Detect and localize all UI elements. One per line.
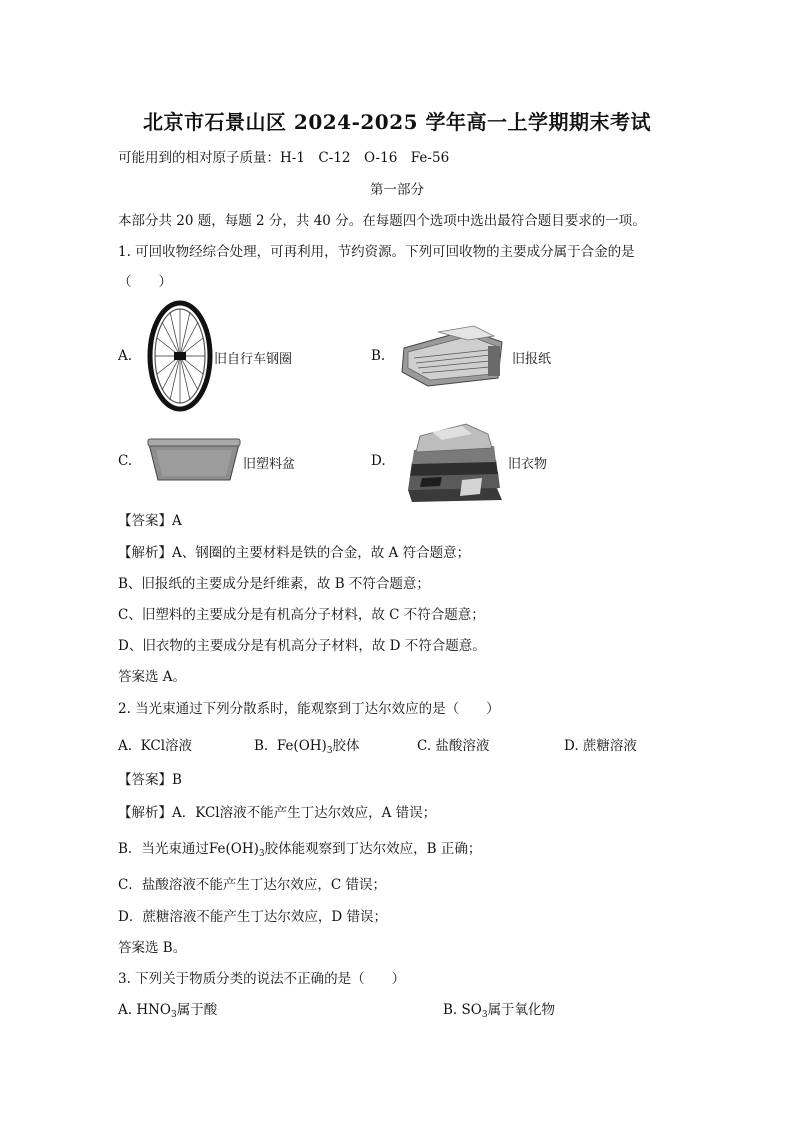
formula: KCl [140,738,166,754]
bicycle-wheel-icon [146,300,214,416]
analysis-line: D、旧衣物的主要成分是有机高分子材料，故 D 不符合题意。 [118,638,486,654]
analysis-prefix: 【解析】A． [118,805,196,821]
analysis-line: B、旧报纸的主要成分是纤维素，故 B 不符合题意； [118,576,430,592]
option-label: 旧衣物 [508,457,548,472]
q3-option-b [443,998,555,1018]
question-2-conclusion: 答案选 B。 [118,940,187,956]
analysis-text: 胶体能观察到丁达尔效应，B 正确； [264,841,482,857]
subscript: 3 [258,849,265,859]
q2-option-a [118,734,192,754]
option-letter: B. [254,738,269,754]
analysis-text: 溶液不能产生丁达尔效应，A 错误； [219,805,437,821]
question-3-stem: 3. 下列关于物质分类的说法不正确的是（ ） [118,971,406,987]
clothes-pile-icon [402,420,506,508]
option-label: 旧塑料盆 [243,457,296,472]
analysis-line: C、旧塑料的主要成分是有机高分子材料，故 C 不符合题意； [118,607,485,623]
question-1-conclusion: 答案选 A。 [118,669,187,685]
option-label: 旧报纸 [512,352,552,367]
part-heading: 第一部分 [370,182,424,198]
option-text: 属于酸 [176,1002,218,1018]
newspaper-icon [398,322,506,392]
plastic-basin-icon [146,436,242,488]
option-letter: C. [118,453,133,469]
option-letter: B. [371,348,386,364]
option-text: 溶液 [165,738,193,754]
option-text: 属于氧化物 [487,1002,556,1018]
formula: Fe(OH) [208,841,259,857]
analysis-line [118,837,481,857]
question-2-answer: 【答案】B [118,772,182,788]
analysis-line: 【解析】A、钢圈的主要材料是铁的合金，故 A 符合题意； [118,545,471,561]
analysis-line [118,801,436,821]
option-letter: D. [371,453,386,469]
option-letter: A. [118,738,133,754]
q2-option-b [254,734,360,754]
option-letter: A. [118,348,133,364]
atomic-masses-line: 可能用到的相对原子质量：H-1 C-12 O-16 Fe-56 [118,150,450,166]
analysis-line: C．盐酸溶液不能产生丁达尔效应，C 错误； [118,877,386,893]
exam-title: 北京市石景山区 2024-2025 学年高一上学期期末考试 [142,110,652,134]
q2-option-d: D. 蔗糖溶液 [564,738,637,754]
question-1-paren: （ ） [118,274,172,290]
formula: Fe(OH) [276,738,327,754]
instructions: 本部分共 20 题，每题 2 分，共 40 分。在每题四个选项中选出最符合题目要求的一项。 [118,213,646,229]
subscript: 3 [326,746,333,756]
formula: B. SO [443,1002,482,1018]
q3-option-a [118,998,217,1018]
q2-option-c: C. 盐酸溶液 [417,738,490,754]
question-1-answer: 【答案】A [118,513,182,529]
question-1-stem: 1. 可回收物经综合处理，可再利用，节约资源。下列可回收物的主要成分属于合金的是 [118,244,635,260]
formula: A. HNO [118,1002,171,1018]
question-2-stem: 2. 当光束通过下列分散系时，能观察到丁达尔效应的是（ ） [118,701,500,717]
option-text: 胶体 [332,738,360,754]
analysis-line: D．蔗糖溶液不能产生丁达尔效应，D 错误； [118,909,387,925]
analysis-prefix: B．当光束通过 [118,841,209,857]
option-label: 旧自行车钢圈 [214,352,293,367]
formula: KCl [195,805,220,821]
subscript: 3 [171,1010,177,1020]
subscript: 3 [481,1010,488,1020]
